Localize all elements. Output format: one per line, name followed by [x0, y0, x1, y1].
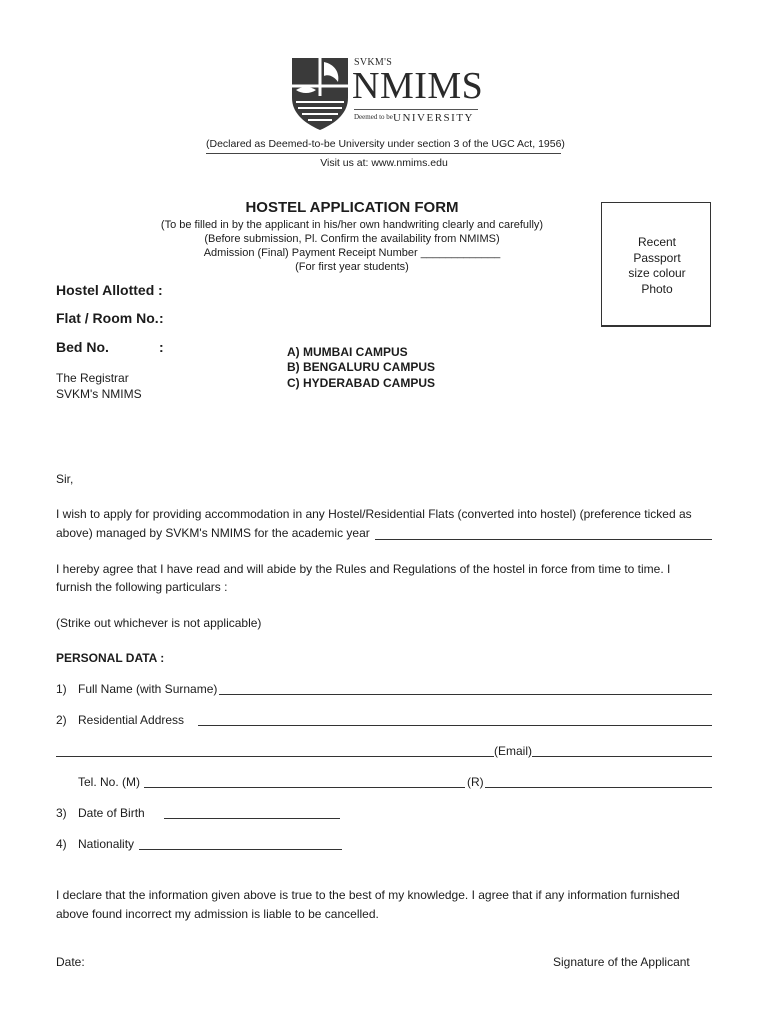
- agreement-paragraph-line2: furnish the following particulars :: [56, 580, 228, 594]
- email-label: (Email): [494, 744, 532, 758]
- bed-no-label: Bed No.: [56, 339, 109, 355]
- first-year-note: (For first year students): [295, 261, 409, 273]
- salutation: Sir,: [56, 472, 74, 486]
- application-paragraph-line2: above) managed by SVKM's NMIMS for the academic year: [56, 526, 370, 540]
- item-number: 4): [56, 837, 67, 851]
- tel-residence-field[interactable]: [485, 787, 712, 788]
- bed-no-colon: :: [159, 339, 164, 355]
- tel-mobile-label: Tel. No. (M): [78, 775, 141, 789]
- date-label: Date:: [56, 955, 85, 969]
- website-text: Visit us at: www.nmims.edu: [320, 157, 448, 169]
- flat-room-label: Flat / Room No.: [56, 310, 159, 326]
- header-divider: [206, 153, 561, 154]
- hostel-allotted-label: Hostel Allotted: [56, 282, 155, 298]
- residential-address-field-line2[interactable]: [56, 756, 494, 757]
- declared-note: (Declared as Deemed-to-be University under section 3 of the UGC Act, 1956): [206, 138, 565, 150]
- payment-receipt-line[interactable]: Admission (Final) Payment Receipt Number _____________: [203, 247, 501, 259]
- signature-label: Signature of the Applicant: [553, 955, 690, 969]
- declaration-line2: above found incorrect my admission is liable to be cancelled.: [56, 907, 379, 921]
- addressee-institution: SVKM's NMIMS: [56, 387, 142, 401]
- photo-text-line: Photo: [641, 281, 673, 296]
- instruction-handwriting: (To be filled in by the applicant in his/her own handwriting clearly and carefully): [160, 219, 544, 231]
- campus-option-mumbai[interactable]: A) MUMBAI CAMPUS: [287, 345, 408, 359]
- logo-deemed-text: Deemed to be: [354, 113, 393, 121]
- campus-option-hyderabad[interactable]: C) HYDERABAD CAMPUS: [287, 376, 436, 390]
- residential-address-field-line1[interactable]: [198, 725, 712, 726]
- logo-divider: [354, 109, 478, 110]
- strike-out-note: (Strike out whichever is not applicable): [56, 616, 262, 630]
- photo-text-line: Passport: [633, 250, 681, 265]
- application-paragraph-line1: I wish to apply for providing accommodation in any Hostel/Residential Flats (converted into hostel) (preference ticked as: [56, 507, 692, 521]
- logo-nmims-text: NMIMS: [352, 65, 484, 107]
- instruction-availability: (Before submission, Pl. Confirm the availability from NMIMS): [204, 233, 500, 245]
- hostel-allotted-colon: :: [158, 282, 163, 298]
- photo-box[interactable]: [601, 202, 711, 327]
- photo-text-line: size colour: [628, 266, 686, 280]
- academic-year-field[interactable]: [375, 539, 712, 540]
- item-number: 1): [56, 682, 67, 696]
- shield-crest-icon: [290, 56, 350, 132]
- residential-address-label: Residential Address: [78, 713, 185, 727]
- nationality-field[interactable]: [139, 849, 342, 850]
- flat-room-colon: :: [159, 310, 164, 326]
- tel-mobile-field[interactable]: [144, 787, 465, 788]
- nmims-logo: [290, 56, 486, 132]
- full-name-field[interactable]: [219, 694, 712, 695]
- logo-svkm-text: SVKM'S: [354, 57, 393, 68]
- declaration-line1: I declare that the information given above is true to the best of my knowledge. I agree that if any information furnished: [56, 888, 680, 902]
- personal-data-heading: PERSONAL DATA :: [56, 651, 165, 665]
- website-note: [0, 157, 768, 169]
- photo-text-line: Recent: [637, 235, 677, 249]
- date-of-birth-label: Date of Birth: [78, 806, 145, 820]
- logo-university-text: UNIVERSITY: [393, 112, 474, 124]
- tel-residence-label: (R): [467, 775, 484, 789]
- date-of-birth-field[interactable]: [164, 818, 340, 819]
- campus-option-bengaluru[interactable]: B) BENGALURU CAMPUS: [287, 360, 435, 374]
- item-number: 3): [56, 806, 67, 820]
- addressee-registrar: The Registrar: [56, 371, 129, 385]
- item-number: 2): [56, 713, 67, 727]
- email-field[interactable]: [532, 756, 712, 757]
- agreement-paragraph-line1: I hereby agree that I have read and will abide by the Rules and Regulations of the hostel in force from time to time. I: [56, 562, 671, 576]
- full-name-label: Full Name (with Surname): [78, 682, 218, 696]
- nationality-label: Nationality: [78, 837, 135, 851]
- form-title: HOSTEL APPLICATION FORM: [245, 199, 459, 216]
- photo-instructions: [602, 235, 712, 297]
